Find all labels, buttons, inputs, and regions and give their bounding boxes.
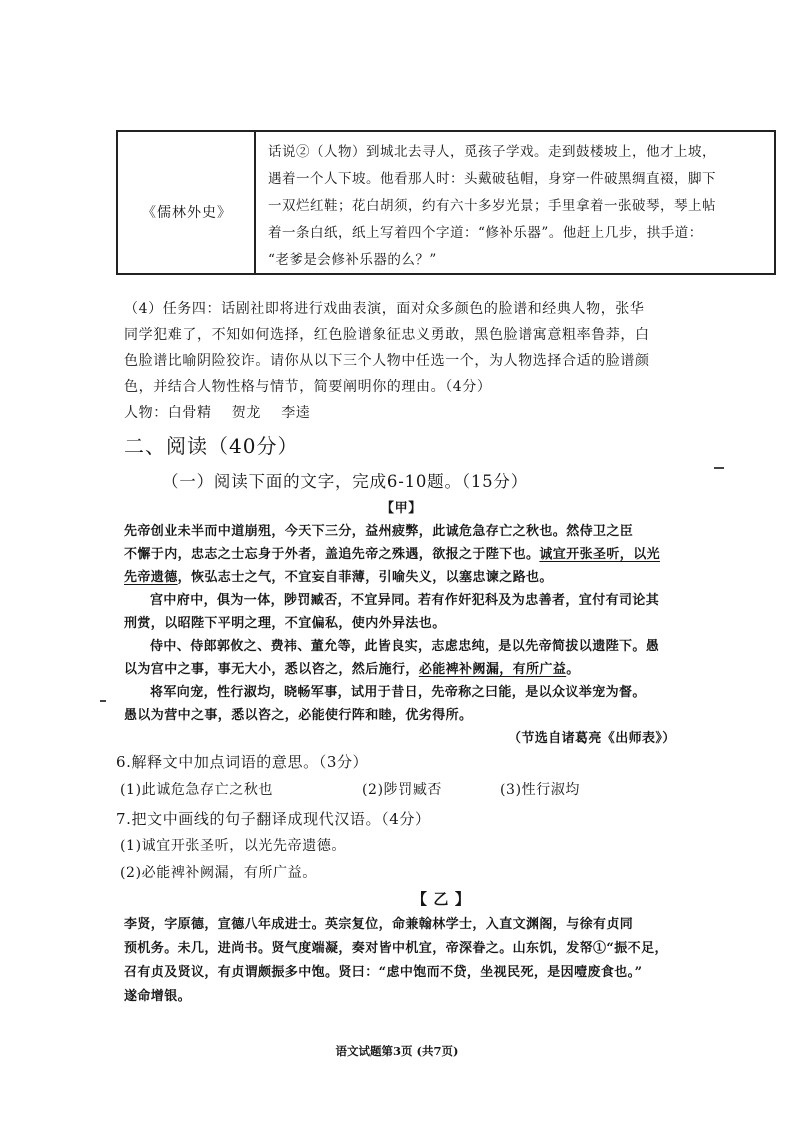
jia-p2-line-1: 宫中府中，俱为一体，陟罚臧否，不宜异同。若有作奸犯科及为忠善者，宜付有司论其 [150,593,660,608]
task4-line-1: （4）任务四：话剧社即将进行戏曲表演，面对众多颜色的脸谱和经典人物，张华 [124,301,645,317]
jia-p1-line-2-a: 不懈于内，忠志之士忘身于外者，盖追先帝之殊遇，欲报之于陛下也。 [124,547,540,562]
task4-line-2: 同学犯难了，不知如何选择，红色脸谱象征忠义勇敢，黑色脸谱寓意粗率鲁莽，白 [124,327,650,343]
yi-line-4: 遂命增银。 [124,989,192,1004]
jia-p3-line-2-a: 以为宫中之事，事无大小，悉以咨之，然后施行， [124,662,419,677]
jia-heading: 【甲】 [381,501,422,516]
jia-p3-line-2 [124,658,580,677]
jia-p4-line-2: 愚以为营中之事，悉以咨之，必能使行阵和睦，优劣得所。 [124,708,473,723]
yi-heading: 【 乙 】 [412,890,471,908]
jia-source: （节选自诸葛亮《出师表》） [508,731,676,746]
table-left-cell [118,132,256,273]
jia-p2-line-2: 刑赏，以昭陛下平明之理，不宜偏私，使内外异法也。 [124,616,446,631]
table-line-5: “老爹是会修补乐器的么？” [268,252,437,268]
book-title: 《儒林外史》 [142,205,232,221]
yi-line-1: 李贤，字原德，宣德八年成进士。英宗复位，命兼翰林学士，入直文渊阁，与徐有贞同 [124,917,634,932]
scan-mark-2 [100,700,106,702]
jia-p4-line-1: 将军向宠，性行淑均，晓畅军事，试用于昔日，先帝称之曰能，是以众议举宠为督。 [150,685,646,700]
page-footer: 语文试题第3页 (共7页) [335,1044,459,1058]
yi-line-2: 预机务。未几，进尚书。贤气度端凝，奏对皆中机宜，帝深眷之。山东饥，发帑①“振不足， [124,941,668,956]
q7-item-1: (1)诚宜开张圣听，以光先帝遗德。 [120,838,347,854]
reading-table [116,130,776,275]
jia-p1-line-2 [124,543,660,562]
task4-people: 人物：白骨精 贺龙 李逵 [124,405,311,421]
table-line-2: 遇着一个人下坡。他看那人时：头戴破毡帽，身穿一件破黑绸直裰，脚下 [268,171,716,187]
section-subtitle: （一）阅读下面的文字，完成6-10题。（15分） [162,472,529,491]
yi-line-3: 召有贞及贤议，有贞谓颇振多中饱。贤曰：“虑中饱而不贷，坐视民死，是因噎废食也。” [124,965,643,980]
table-line-3: 一双烂红鞋；花白胡须，约有六十多岁光景；手里拿着一张破琴，琴上帖 [268,198,716,214]
q6-stem: 6.解释文中加点词语的意思。（3分） [116,753,369,771]
jia-underline-1b: 先帝遗德 [124,570,178,585]
q7-stem: 7.把文中画线的句子翻译成现代汉语。（4分） [116,810,431,828]
jia-p1-line-3-b: ，恢弘志士之气，不宜妄自菲薄，引喻失义，以塞忠谏之路也。 [177,570,553,585]
jia-underline-1a: 诚宜开张圣听，以光 [539,547,661,562]
q6-item-3: (3)性行淑均 [500,782,581,798]
jia-underline-2: 必能裨补阙漏，有所广益 [418,662,567,677]
q6-item-1: (1)此诚危急存亡之秋也 [120,782,274,798]
q6-item-2: (2)陟罚臧否 [362,782,443,798]
q7-item-2: (2)必能裨补阙漏，有所广益。 [120,865,317,881]
jia-p3-line-2-c: 。 [566,662,580,677]
jia-p1-line-3 [124,566,553,585]
task4-line-3: 色脸谱比喻阴险狡诈。请你从以下三个人物中任选一个，为人物选择合适的脸谱颜 [124,353,650,369]
scan-mark [714,467,724,469]
jia-p3-line-1: 侍中、侍郎郭攸之、费祎、董允等，此皆良实，志虑忠纯，是以先帝简拔以遗陛下。愚 [150,639,660,654]
table-line-4: 着一条白纸，纸上写着四个字道：“修补乐器”。他赶上几步，拱手道： [268,225,703,241]
section-title: 二、阅读（40分） [124,434,299,458]
jia-p1-line-1: 先帝创业未半而中道崩殂，今天下三分，益州疲弊，此诚危急存亡之秋也。然侍卫之臣 [124,524,634,539]
task4-line-4: 色，并结合人物性格与情节，简要阐明你的理由。（4分） [124,379,492,395]
table-line-1: 话说②（人物）到城北去寻人，觅孩子学戏。走到鼓楼坡上，他才上坡， [268,144,716,160]
